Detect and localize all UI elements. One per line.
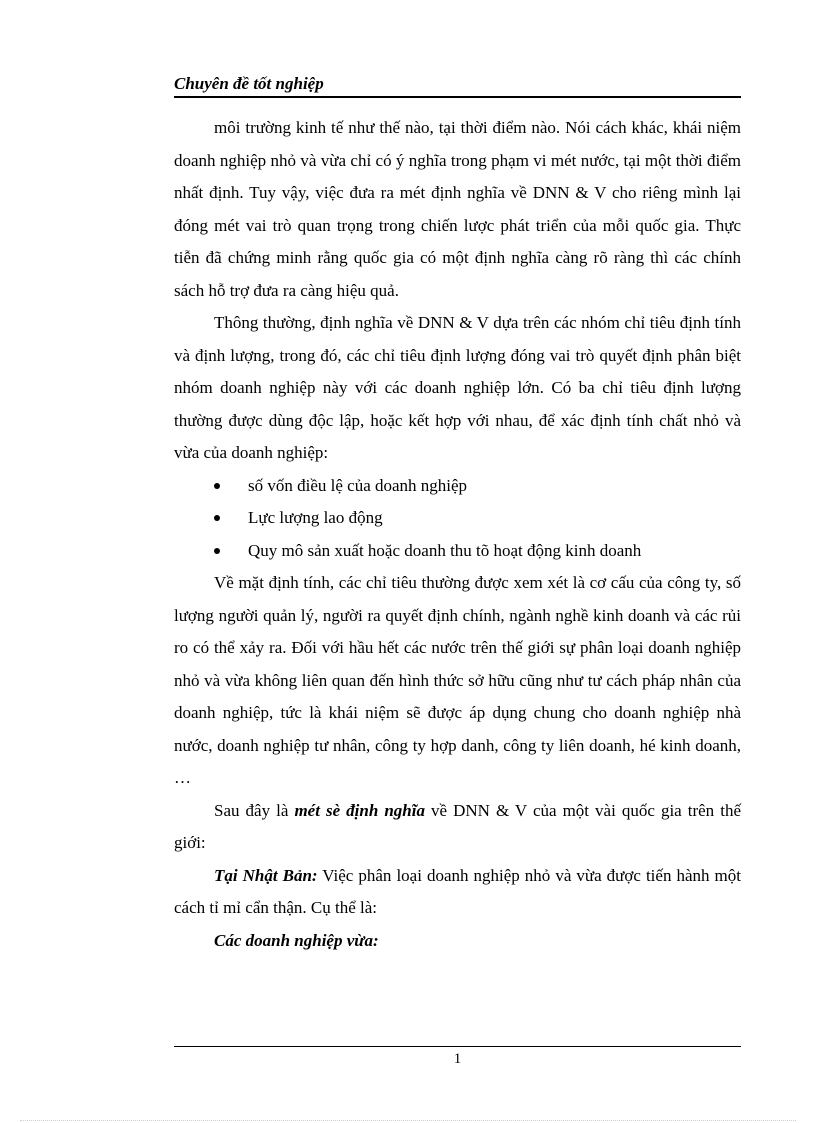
paragraph-qualitative: Về mặt định tính, các chỉ tiêu thường được xem xét là cơ cấu của công ty, số lượng người quản lý, người ra quyết định chính, ngành nghề kinh doanh và các rủi ro có thể xảy ra. Đối với hầu hết các nước trên thế giới sự phân loại doanh nghiệp nhỏ và vừa không liên quan đến hình thức sở hữu cũng như tư cách pháp nhân của doanh nghiệp, tức là khái niệm sẽ được áp dụng chung cho doanh nghiệp nhà nước, doanh nghiệp tư nhân, công ty hợp danh, công ty liên doanh, hé kinh doanh, … bbox=[174, 573, 741, 787]
page-edge-divider bbox=[20, 1120, 796, 1121]
list-item bbox=[174, 470, 741, 503]
footer-divider bbox=[174, 1046, 741, 1047]
criteria-list bbox=[174, 470, 741, 568]
page-header bbox=[174, 72, 741, 98]
country-heading: Tại Nhật Bản: bbox=[214, 865, 318, 885]
paragraph-criteria: Thông thường, định nghĩa về DNN & V dựa trên các nhóm chỉ tiêu định tính và định lượng, trong đó, các chỉ tiêu định lượng đóng vai trò quyết định phân biệt nhóm doanh nghiệp này với các doanh nghiệp lớn. Có ba chỉ tiêu định lượng thường được dùng độc lập, hoặc kết hợp với nhau, để xác định tính chất nhỏ và vừa của doanh nghiệp: bbox=[174, 313, 741, 462]
paragraph-intro: môi trường kinh tế như thế nào, tại thời điểm nào. Nói cách khác, khái niệm doanh nghiệp nhỏ và vừa chỉ có ý nghĩa trong phạm vi mét nước, tại một thời điểm nhất định. Tuy vậy, việc đưa ra mét định nghĩa về DNN & V cho riêng mình lại đóng mét vai trò quan trọng trong chiến lược phát triển của mỗi quốc gia. Thực tiễn đã chứng minh rằng quốc gia có một định nghĩa càng rõ ràng thì các chính sách hỗ trợ đưa ra càng hiệu quả. bbox=[174, 118, 741, 300]
document-body bbox=[174, 112, 741, 957]
bullet-icon bbox=[214, 483, 220, 489]
list-item-text: Lực lượng lao động bbox=[248, 508, 383, 527]
paragraph-japan bbox=[174, 860, 741, 925]
bullet-icon bbox=[214, 515, 220, 521]
header-title: Chuyên đề tốt nghiệp bbox=[174, 74, 324, 93]
text-run: Sau đây là bbox=[214, 800, 295, 820]
text-run: về DNN & V của một vài quốc gia trên thế giới: bbox=[174, 800, 741, 852]
list-item-text: số vốn điều lệ của doanh nghiệp bbox=[248, 475, 468, 495]
list-item bbox=[174, 535, 741, 568]
page-number: 1 bbox=[453, 1051, 462, 1067]
subheading-medium-enterprises: Các doanh nghiệp vừa: bbox=[214, 930, 379, 950]
list-item bbox=[174, 502, 741, 535]
emphasis-text: mét sè định nghĩa bbox=[294, 800, 425, 820]
text-run: Việc phân loại doanh nghiệp nhỏ và vừa được tiến hành một cách tỉ mỉ cẩn thận. Cụ thể là: bbox=[174, 865, 741, 917]
paragraph-definitions-intro bbox=[174, 795, 741, 860]
bullet-icon bbox=[214, 548, 220, 554]
list-item-text: Quy mô sản xuất hoặc doanh thu tõ hoạt động kinh doanh bbox=[248, 540, 642, 560]
